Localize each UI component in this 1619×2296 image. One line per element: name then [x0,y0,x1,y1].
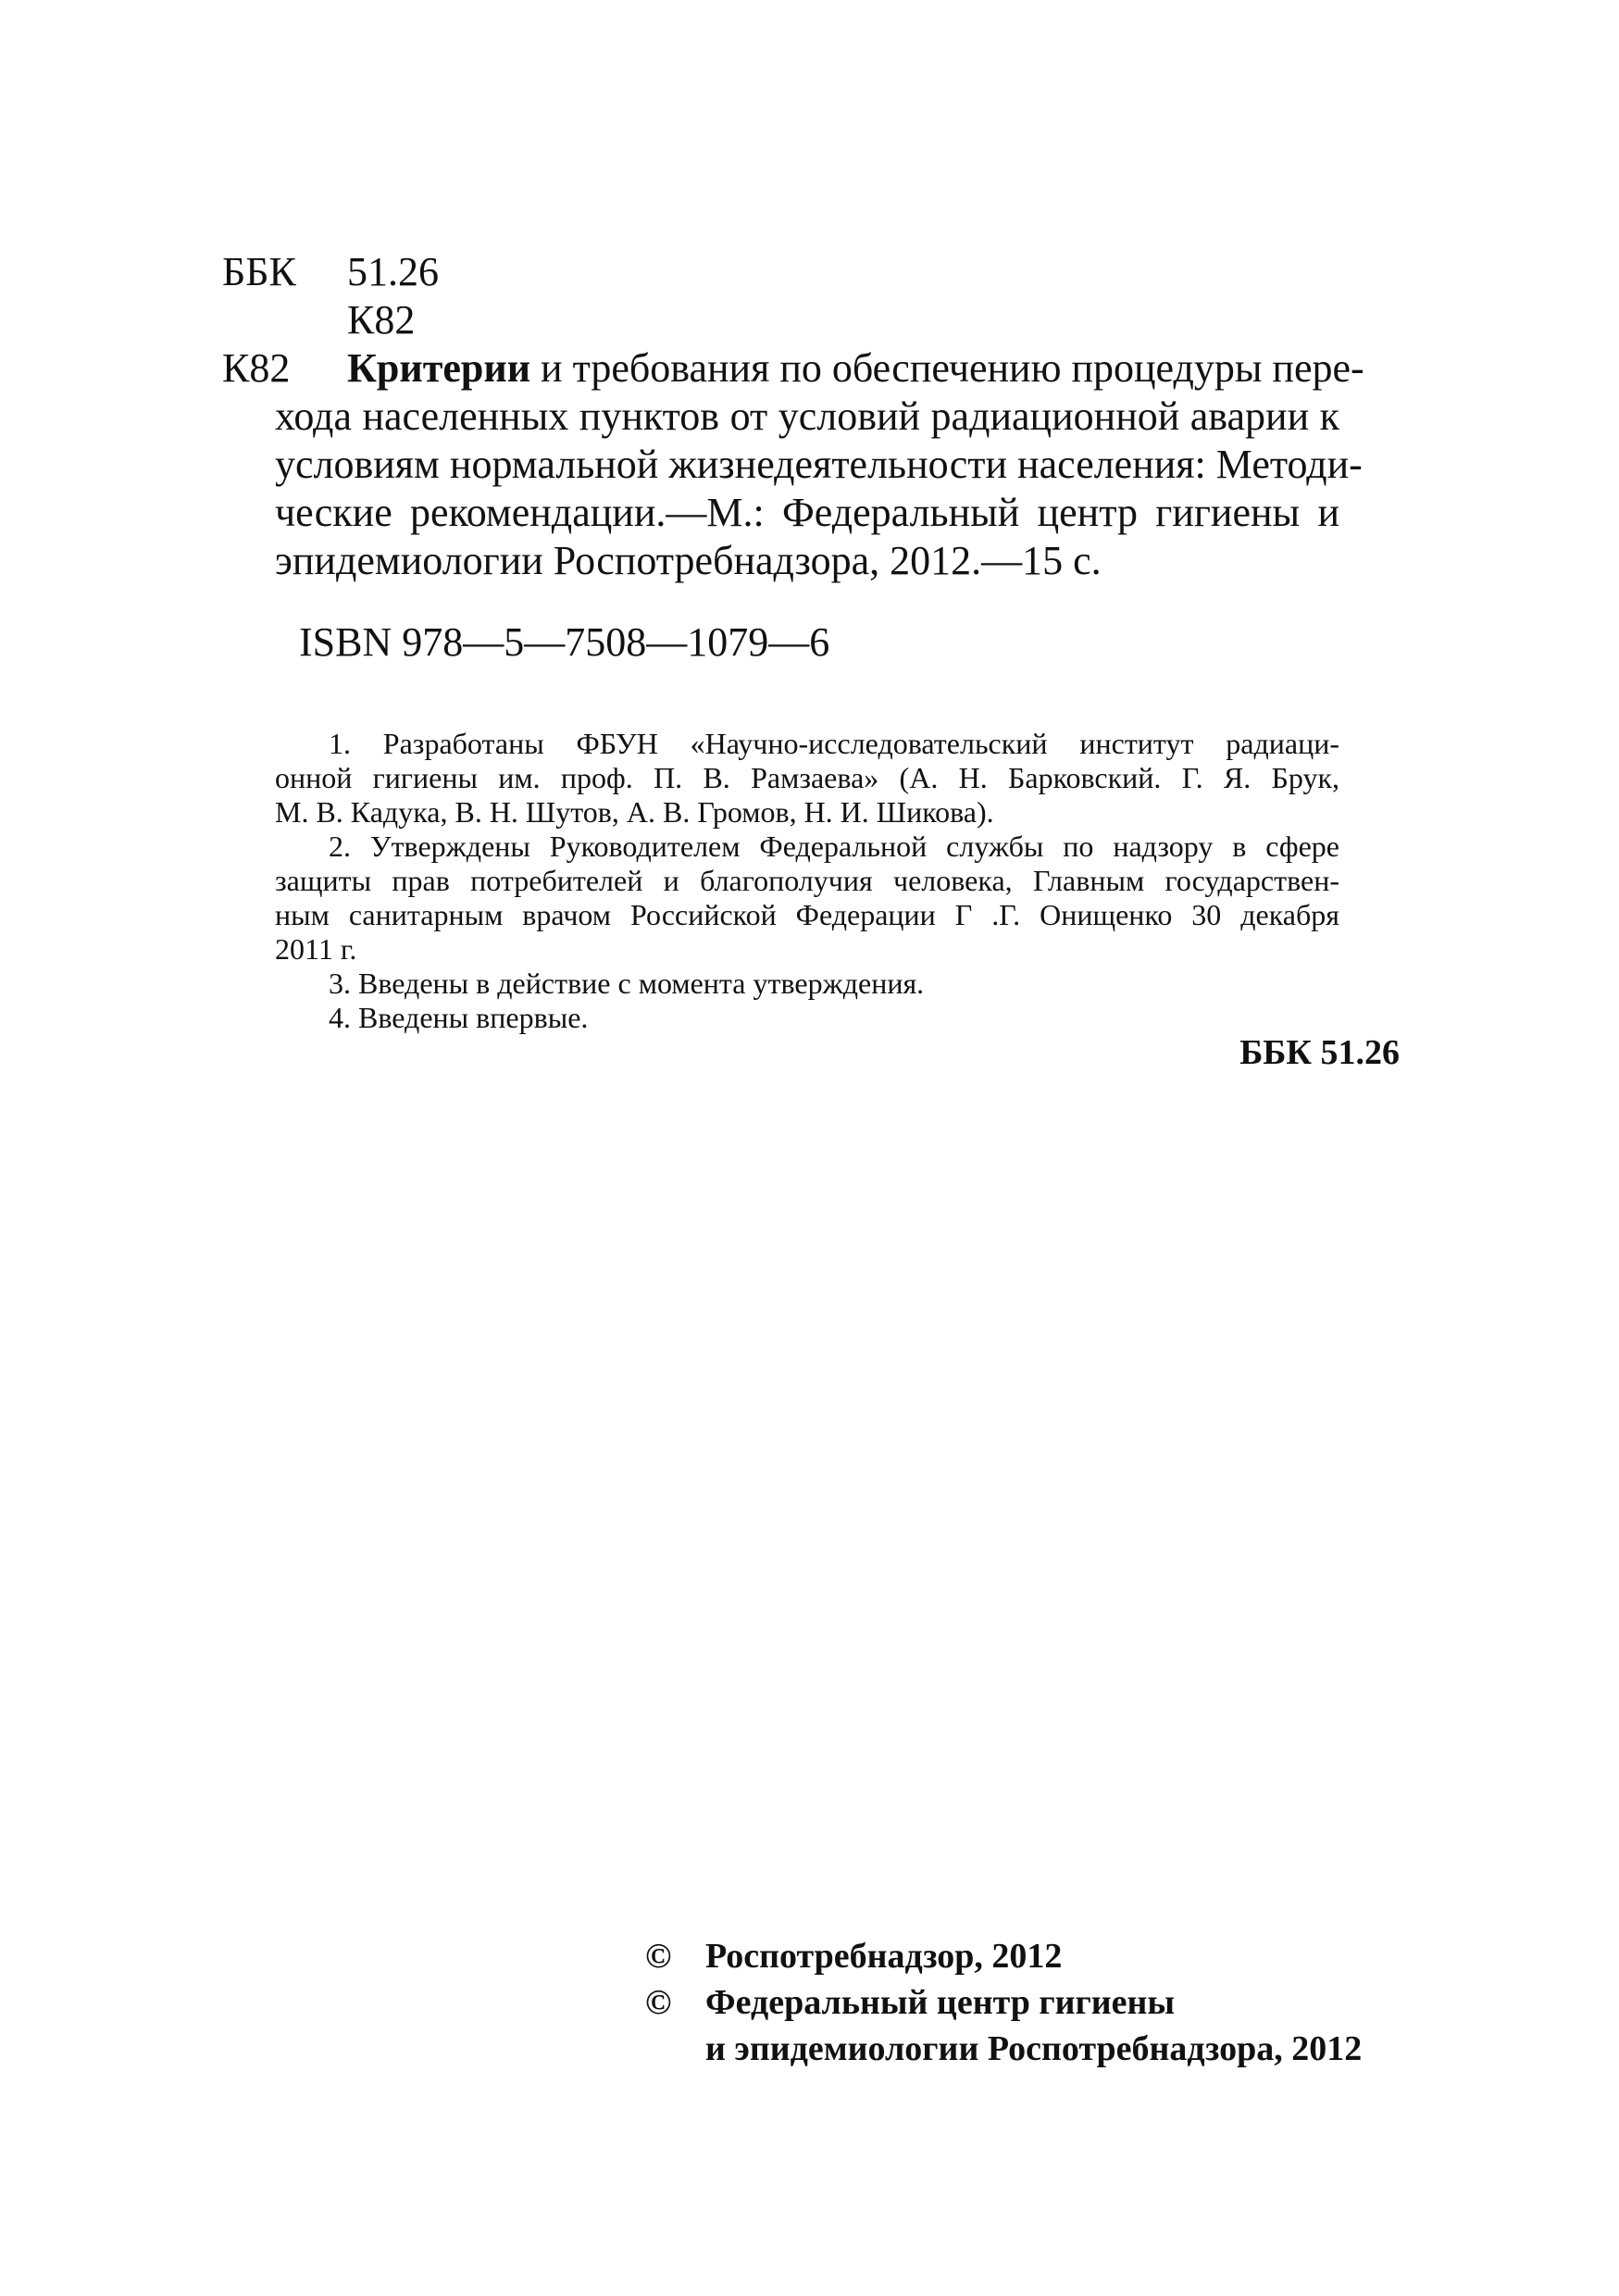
copyright-row [645,2026,1362,2072]
description-line: эпидемиологии Роспотребнадзора, 2012.—15 с. [275,538,1102,583]
copyright-row [645,1933,1362,1979]
bbk-bottom: ББК 51.26 [1239,1033,1400,1072]
note-line: 2. Утверждены Руководителем Федеральной службы по надзору в сфере [329,830,1339,863]
copyright-spacer [645,2026,705,2072]
entry-label: К82 [222,345,291,391]
note-line: защиты прав потребителей и благополучия человека, Главным государствен- [275,864,1339,897]
author-code: К82 [347,297,416,343]
note-line: 4. Введены впервые. [329,1001,589,1034]
note-line: ным санитарным врачом Российской Федерации Г .Г. Онищенко 30 декабря [275,898,1339,931]
note-line: 2011 г. [275,932,357,966]
bbk-code: 51.26 [347,249,439,294]
notes [275,727,1339,1035]
description-line: хода населенных пунктов от условий радиационной аварии к [275,393,1339,439]
note-line: М. В. Кадука, В. Н. Шутов, А. В. Громов, Н. И. Шикова). [275,795,994,829]
copyright-line: и эпидемиологии Роспотребнадзора, 2012 [705,2029,1363,2068]
description-line [275,344,1364,393]
copyright-block [645,1933,1362,2072]
copyright-line: Федеральный центр гигиены [705,1983,1176,2022]
copyright-icon: © [645,1983,672,2022]
description-text: и требования по обеспечению процедуры пере- [530,345,1364,391]
bbk-label: ББК [222,249,296,294]
description-line: условиям нормальной жизнедеятельности населения: Методи- [275,442,1363,487]
description-line: ческие рекомендации.—М.: Федеральный центр гигиены и [275,490,1339,535]
copyright-icon: © [645,1937,672,1976]
note-line: 1. Разработаны ФБУН «Научно-исследовательский институт радиаци- [329,727,1339,760]
isbn: ISBN 978—5—7508—1079—6 [299,619,830,665]
copyright-line: Роспотребнадзор, 2012 [705,1937,1063,1976]
bibliographic-description [275,344,1364,585]
note-line: онной гигиены им. проф. П. В. Рамзаева» (А. Н. Барковский. Г. Я. Брук, [275,761,1339,794]
copyright-row [645,1979,1362,2026]
note-line: 3. Введены в действие с момента утверждения. [329,967,925,1000]
title-bold: Критерии [347,345,531,391]
